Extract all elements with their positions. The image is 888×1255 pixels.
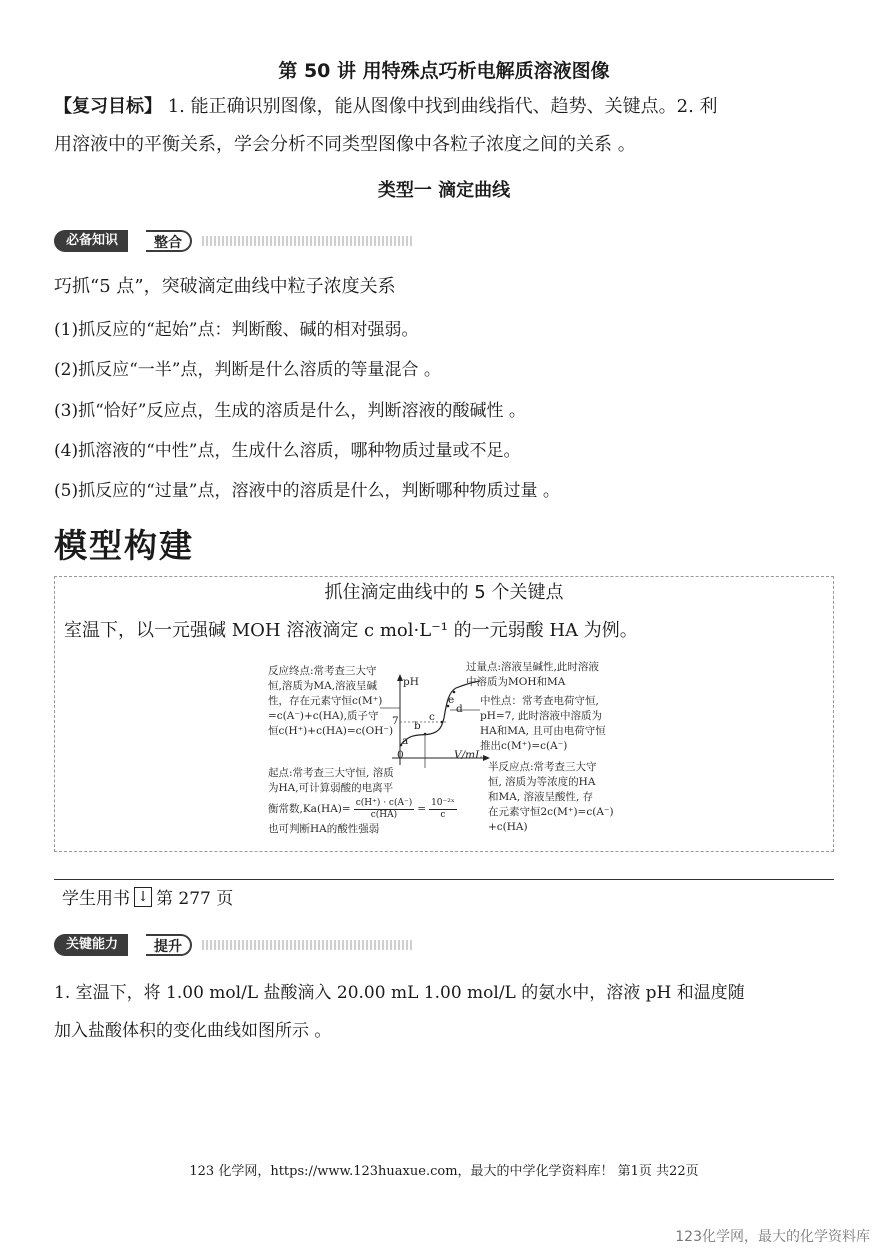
ka-equals: =: [417, 802, 427, 815]
point-b-label: b: [414, 720, 421, 732]
question-1-line1: 1. 室温下，将 1.00 mol/L 盐酸滴入 20.00 mL 1.00 mol/L 的氨水中，溶液 pH 和温度随: [54, 983, 745, 1003]
annotation-neutral-point-line: HA和MA, 且可由电荷守恒: [480, 725, 606, 737]
point-e-label: e: [448, 694, 455, 706]
annotation-half-point-line: 半反应点:常考查三大守: [488, 761, 597, 773]
annotation-neutral-point: [480, 694, 630, 754]
annotation-start-point: [268, 766, 468, 837]
watermark: 123化学网，最大的化学资料库: [675, 1229, 870, 1245]
ka-numerator: c(H⁺) · c(A⁻): [355, 797, 413, 808]
tag-stripe-decoration: [202, 236, 414, 246]
down-arrow-icon: ↓: [134, 887, 152, 907]
annotation-neutral-point-line: pH=7, 此时溶液中溶质为: [480, 710, 603, 722]
point-d-label: d: [456, 703, 463, 715]
ka-result-numerator: 10⁻²ˣ: [431, 797, 455, 808]
annotation-half-point: [488, 760, 638, 835]
annotation-excess-point: [466, 660, 636, 690]
knowledge-item-5: (5)抓反应的“过量”点，溶液中的溶质是什么，判断哪种物质过量 。: [54, 481, 560, 501]
review-goals-text-line1: 1. 能正确识别图像，能从图像中找到曲线指代、趋势、关键点。2. 利: [162, 96, 718, 117]
knowledge-item-2: (2)抓反应“一半”点，判断是什么溶质的等量混合 。: [54, 360, 441, 380]
review-goals: [54, 88, 844, 164]
page-title: 第 50 讲 用特殊点巧析电解质溶液图像: [278, 60, 610, 82]
ka-result-fraction: [429, 798, 457, 821]
annotation-half-point-line: 在元素守恒2c(M⁺)=c(A⁻): [488, 806, 614, 818]
question-1-line2: 加入盐酸体积的变化曲线如图所示 。: [54, 1021, 332, 1041]
annotation-neutral-point-line: 中性点：常考查电荷守恒,: [480, 695, 599, 707]
model-box-title: 抓住滴定曲线中的 5 个关键点: [324, 582, 564, 603]
knowledge-item-3: (3)抓“恰好”反应点，生成的溶质是什么，判断溶液的酸碱性 。: [54, 401, 526, 421]
annotation-end-point: [268, 664, 398, 739]
annotation-neutral-point-line: 推出c(M⁺)=c(A⁻): [480, 740, 568, 752]
student-book-page: 第 277 页: [156, 889, 234, 909]
diagram-x-label: V/mL: [454, 749, 483, 761]
annotation-end-point-line: 性，存在元素守恒c(M⁺): [268, 695, 383, 707]
annotation-half-point-line: 和MA, 溶液呈酸性, 存: [488, 791, 594, 803]
ability-tag-dark: 关键能力: [54, 934, 128, 956]
annotation-excess-point-line: 中溶质为MOH和MA: [466, 676, 566, 688]
point-c-marker: [441, 721, 444, 724]
knowledge-item-4: (4)抓溶液的“中性”点，生成什么溶质，哪种物质过量或不足。: [54, 441, 521, 461]
knowledge-heading: 巧抓“5 点”，突破滴定曲线中粒子浓度关系: [54, 276, 396, 297]
student-book-ref: [62, 884, 233, 909]
point-a-label: a: [402, 735, 409, 747]
review-goals-label: 【复习目标】: [54, 96, 162, 117]
knowledge-tag-dark: 必备知识: [54, 230, 128, 252]
ka-formula-prefix: 衡常数,Ka(HA)=: [268, 802, 351, 815]
annotation-start-point-line: 为HA,可计算弱酸的电离平: [268, 782, 394, 794]
diagram-origin: 0: [397, 749, 404, 761]
ka-denominator: c(HA): [370, 809, 398, 820]
student-book-prefix: 学生用书: [62, 889, 130, 909]
page-footer: 123 化学网，https://www.123huaxue.com，最大的中学化学资料库！ 第1页 共22页: [189, 1164, 699, 1179]
annotation-excess-point-line: 过量点:溶液呈碱性,此时溶液: [466, 661, 599, 673]
titration-curve: [400, 681, 480, 746]
annotation-half-point-line: +c(HA): [488, 821, 528, 833]
diagram-neutral-tick: 7: [392, 715, 399, 727]
model-box-line: 室温下，以一元强碱 MOH 溶液滴定 c mol·L⁻¹ 的一元弱酸 HA 为例。: [64, 620, 638, 641]
model-heading: 模型构建: [54, 526, 194, 565]
annotation-half-point-line: 恒, 溶质为等浓度的HA: [488, 776, 596, 788]
annotation-start-point-line: 也可判断HA的酸性强弱: [268, 823, 380, 835]
section-subtitle: 类型一 滴定曲线: [377, 180, 511, 201]
tag-stripe-decoration: [202, 940, 414, 950]
annotation-end-point-line: 反应终点:常考查三大守: [268, 665, 377, 677]
ability-tag-light: 提升: [146, 934, 192, 956]
annotation-start-point-line: 起点:常考查三大守恒, 溶质: [268, 767, 394, 779]
knowledge-tag-light: 整合: [146, 230, 192, 252]
annotation-end-point-line: 恒c(H⁺)+c(HA)=c(OH⁻): [268, 725, 394, 737]
ka-formula-row: [268, 796, 468, 822]
annotation-end-point-line: =c(A⁻)+c(HA),质子守: [268, 710, 379, 722]
knowledge-tag: [54, 230, 414, 252]
ka-result-denominator: c: [440, 809, 446, 820]
ability-tag: [54, 934, 414, 956]
diagram-y-label: pH: [403, 676, 419, 688]
review-goals-text-line2: 用溶液中的平衡关系，学会分析不同类型图像中各粒子浓度之间的关系 。: [54, 134, 636, 155]
ka-fraction: [354, 798, 415, 821]
section-divider: [54, 879, 834, 880]
annotation-end-point-line: 恒,溶质为MA,溶液呈碱: [268, 680, 378, 692]
question-1: [54, 974, 844, 1050]
knowledge-item-1: (1)抓反应的“起始”点：判断酸、碱的相对强弱。: [54, 320, 419, 340]
point-c-label: c: [429, 711, 435, 723]
